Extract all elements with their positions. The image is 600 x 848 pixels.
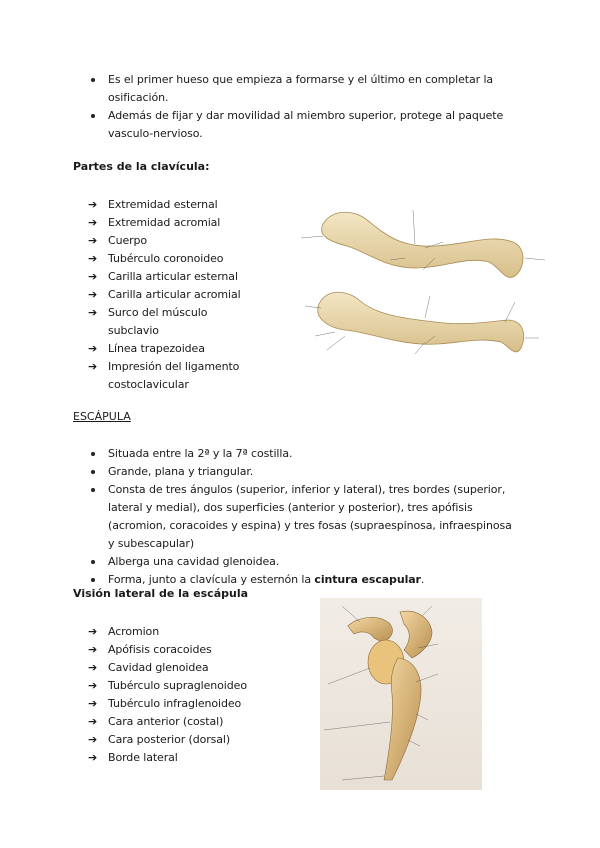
arrow-icon: ➔ bbox=[88, 288, 98, 301]
arrow-icon: ➔ bbox=[88, 198, 98, 211]
list-item: Alberga una cavidad glenoidea. bbox=[88, 553, 518, 571]
arrow-icon: ➔ bbox=[88, 270, 98, 283]
arrow-icon: ➔ bbox=[88, 661, 98, 674]
list-item: Grande, plana y triangular. bbox=[88, 463, 518, 481]
arrow-icon: ➔ bbox=[88, 679, 98, 692]
arrow-icon: ➔ bbox=[88, 252, 98, 265]
list-item: Consta de tres ángulos (superior, inferior y lateral), tres bordes (superior, lateral y medial), dos superficies (anterior y posterior), tres apófisis (acromion, coracoides y espina) y tres fosas (supraespinosa, infraespinosa y subescapular) bbox=[88, 481, 518, 553]
list-item: Es el primer hueso que empieza a formarse y el último en completar la osificación. bbox=[88, 71, 508, 107]
list-item: ➔ Cara anterior (costal) bbox=[88, 713, 288, 731]
escapula-bullet-list bbox=[88, 445, 518, 589]
clavicula-parts-list bbox=[88, 196, 258, 394]
arrow-icon: ➔ bbox=[88, 715, 98, 728]
arrow-icon: ➔ bbox=[88, 625, 98, 638]
list-item: ➔ Tubérculo infraglenoideo bbox=[88, 695, 288, 713]
arrow-icon: ➔ bbox=[88, 306, 98, 319]
list-item: ➔ Tubérculo supraglenoideo bbox=[88, 677, 288, 695]
arrow-icon: ➔ bbox=[88, 216, 98, 229]
arrow-icon: ➔ bbox=[88, 643, 98, 656]
list-item: Forma, junto a clavícula y esternón la cintura escapular. bbox=[88, 571, 518, 589]
list-item: Además de fijar y dar movilidad al miembro superior, protege al paquete vasculo-nervioso. bbox=[88, 107, 508, 143]
clavicle-illustration bbox=[275, 196, 575, 374]
cintura-escapular-term: cintura escapular bbox=[314, 573, 421, 586]
lateral-view-heading: Visión lateral de la escápula bbox=[73, 587, 249, 600]
list-item: ➔ Carilla articular esternal bbox=[88, 268, 258, 286]
arrow-icon: ➔ bbox=[88, 733, 98, 746]
list-item: ➔ Surco del músculo subclavio bbox=[88, 306, 208, 337]
list-item: Situada entre la 2ª y la 7ª costilla. bbox=[88, 445, 518, 463]
arrow-icon: ➔ bbox=[88, 751, 98, 764]
list-item: ➔ Cuerpo bbox=[88, 232, 258, 250]
escapula-title: ESCÁPULA bbox=[73, 410, 131, 423]
list-item: ➔ Impresión del ligamento costoclavicular bbox=[88, 360, 240, 391]
list-item: ➔ Carilla articular acromial bbox=[88, 286, 258, 304]
list-item: ➔ Borde lateral bbox=[88, 749, 288, 767]
clavicula-heading: Partes de la clavícula: bbox=[73, 160, 210, 173]
list-item: ➔ Acromion bbox=[88, 623, 288, 641]
arrow-icon: ➔ bbox=[88, 342, 98, 355]
intro-bullet-list bbox=[88, 71, 508, 143]
arrow-icon: ➔ bbox=[88, 360, 98, 373]
list-item: ➔ Extremidad esternal bbox=[88, 196, 258, 214]
escapula-parts-list bbox=[88, 623, 288, 767]
list-item: ➔ Cavidad glenoidea bbox=[88, 659, 288, 677]
arrow-icon: ➔ bbox=[88, 697, 98, 710]
scapula-lateral-illustration bbox=[320, 598, 482, 790]
arrow-icon: ➔ bbox=[88, 234, 98, 247]
list-item: ➔ Cara posterior (dorsal) bbox=[88, 731, 288, 749]
list-item: ➔ Extremidad acromial bbox=[88, 214, 258, 232]
list-item: ➔ Línea trapezoidea bbox=[88, 340, 258, 358]
list-item: ➔ Apófisis coracoides bbox=[88, 641, 288, 659]
list-item: ➔ Tubérculo coronoideo bbox=[88, 250, 258, 268]
